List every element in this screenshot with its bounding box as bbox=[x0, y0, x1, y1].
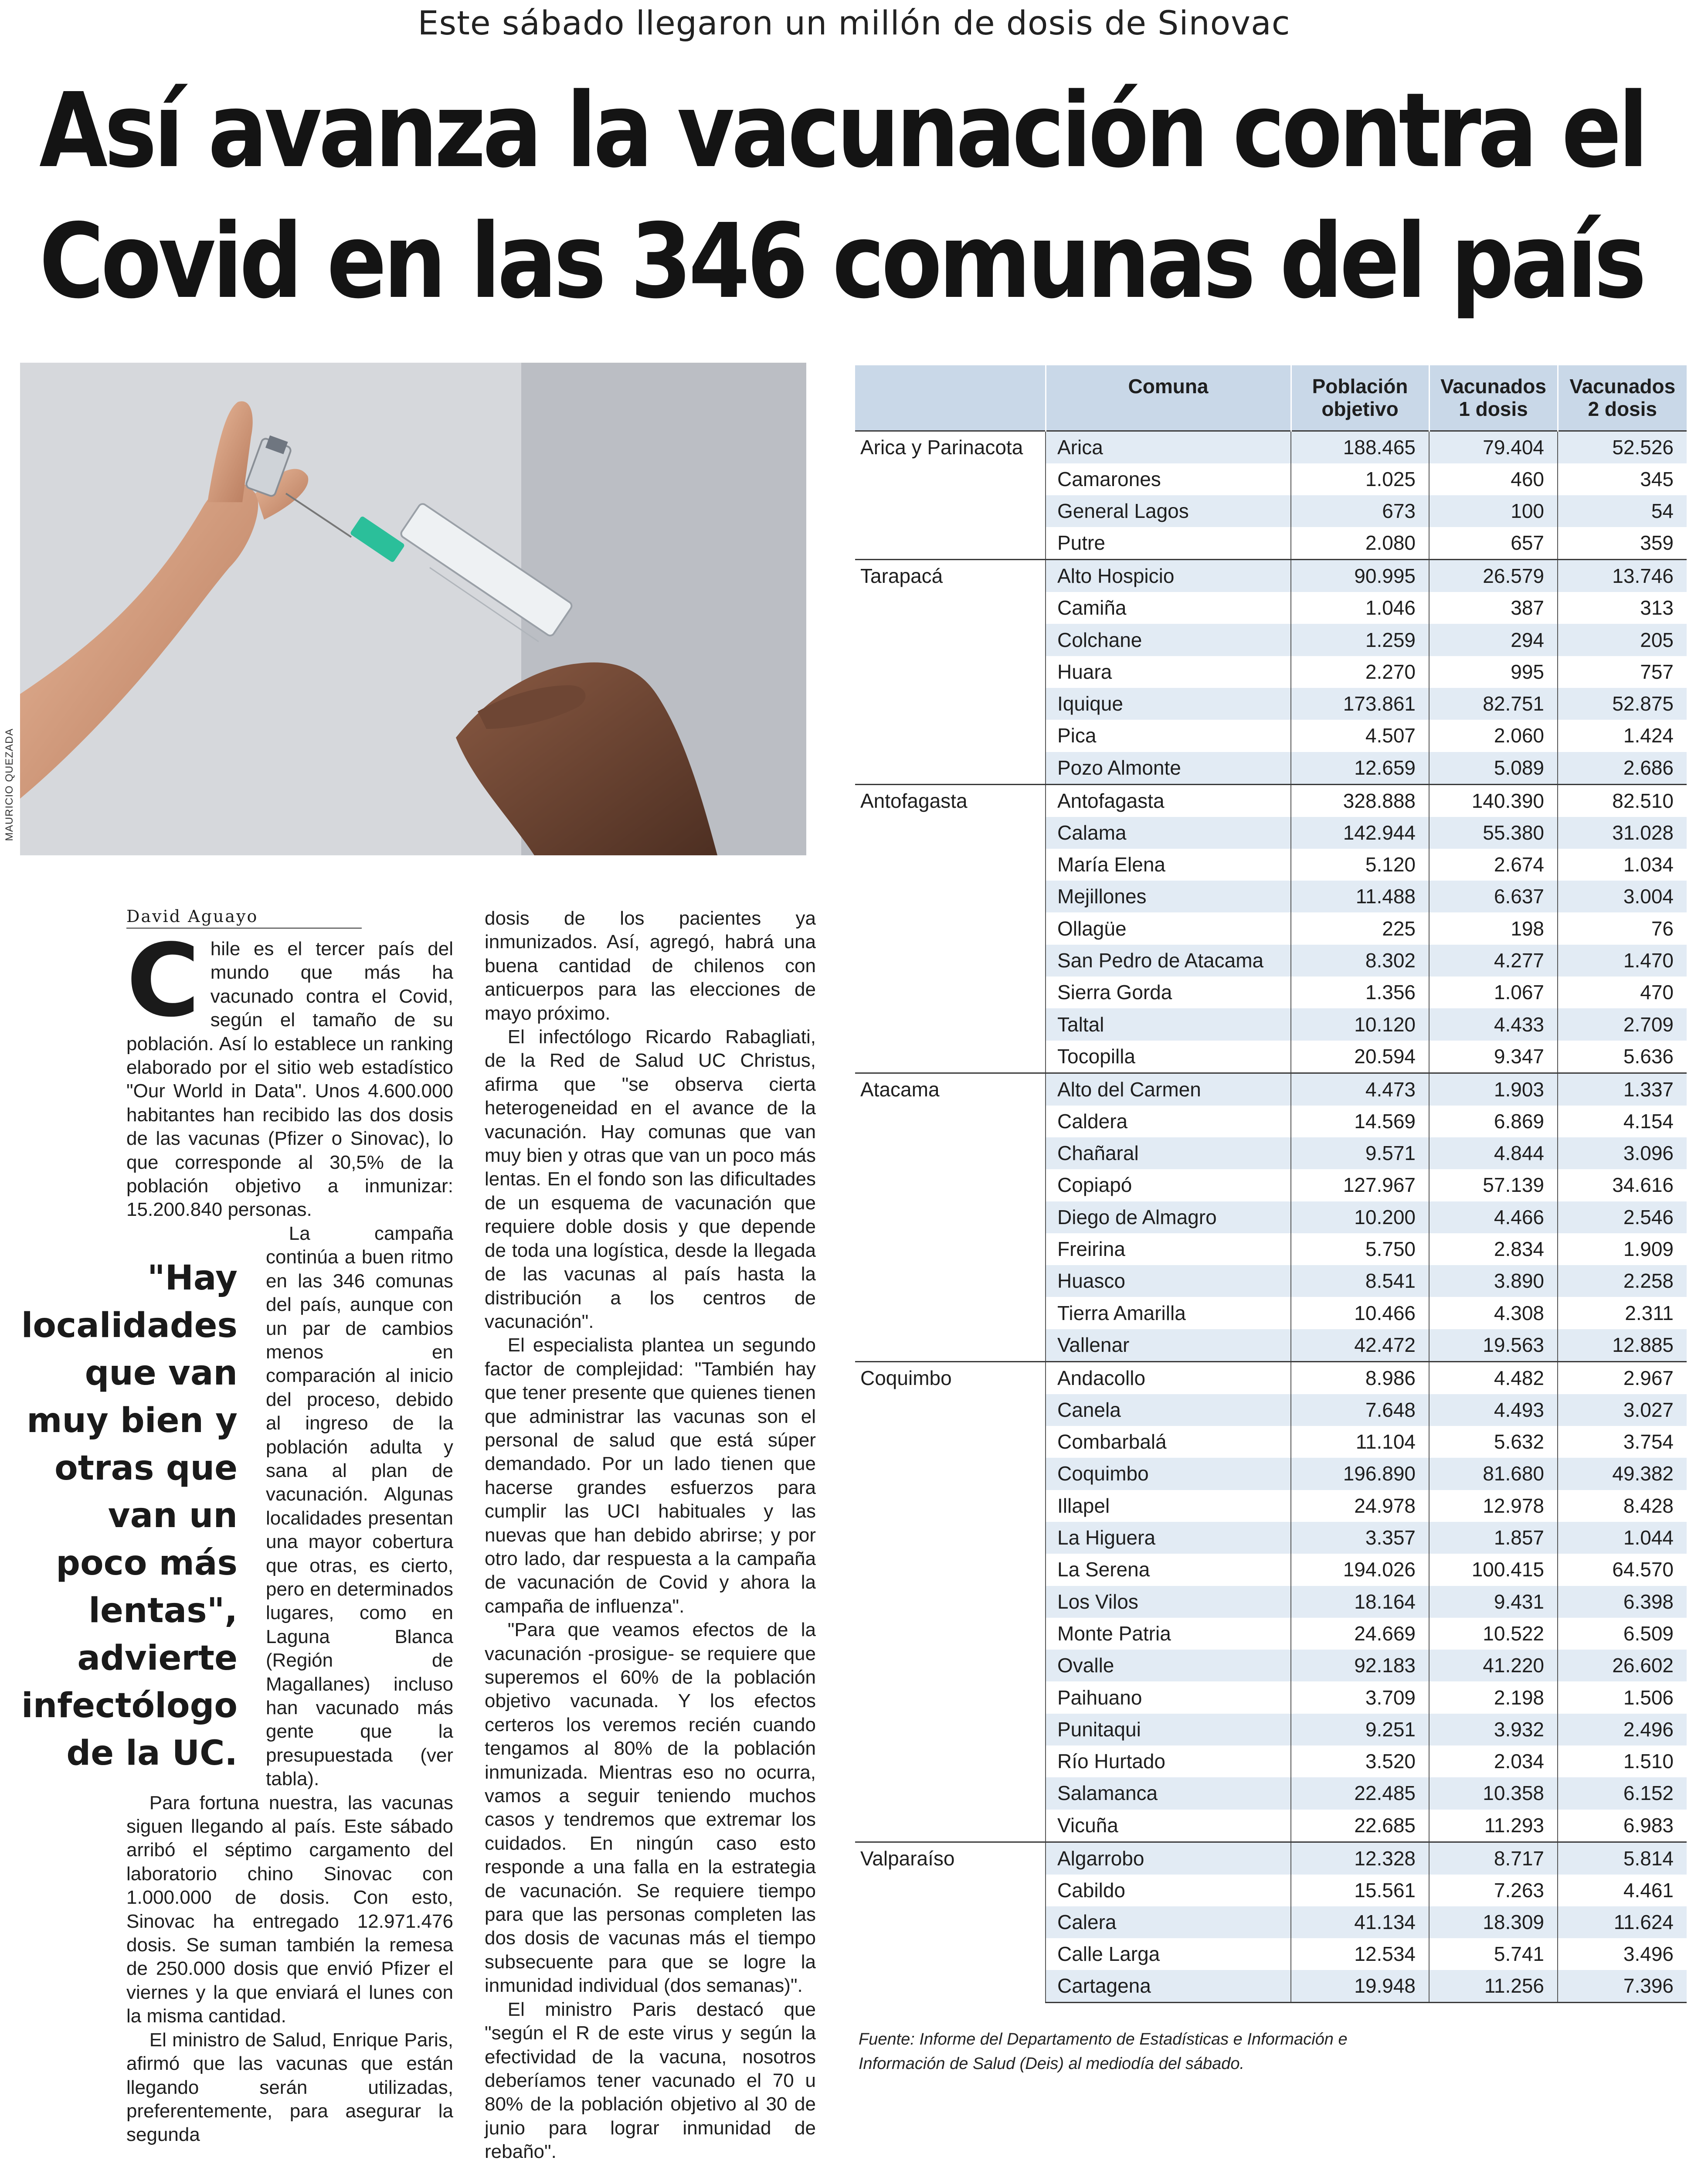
poblacion-cell: 5.750 bbox=[1291, 1233, 1429, 1265]
vacunados-1-cell: 657 bbox=[1429, 527, 1558, 560]
vacunados-1-cell: 79.404 bbox=[1429, 431, 1558, 463]
article-column-2 bbox=[485, 907, 816, 2164]
vacunados-2-cell: 1.470 bbox=[1558, 945, 1687, 977]
dropcap: C bbox=[126, 923, 200, 1039]
table-row bbox=[855, 1073, 1687, 1106]
comuna-cell: Colchane bbox=[1046, 624, 1291, 656]
table-row bbox=[855, 1361, 1687, 1394]
vacunados-2-cell: 205 bbox=[1558, 624, 1687, 656]
table-row bbox=[855, 431, 1687, 463]
vacunados-1-cell: 460 bbox=[1429, 463, 1558, 495]
vacunados-1-cell: 3.890 bbox=[1429, 1265, 1558, 1297]
comuna-cell: Iquique bbox=[1046, 688, 1291, 720]
poblacion-cell: 90.995 bbox=[1291, 560, 1429, 592]
poblacion-cell: 4.507 bbox=[1291, 720, 1429, 752]
poblacion-cell: 1.025 bbox=[1291, 463, 1429, 495]
syringe-hands-illustration bbox=[20, 363, 806, 855]
poblacion-cell: 24.669 bbox=[1291, 1618, 1429, 1650]
vacunados-2-cell: 64.570 bbox=[1558, 1554, 1687, 1586]
vacunados-2-cell: 313 bbox=[1558, 592, 1687, 624]
comuna-cell: Alto del Carmen bbox=[1046, 1073, 1291, 1106]
comuna-cell: San Pedro de Atacama bbox=[1046, 945, 1291, 977]
vacunados-2-cell: 2.258 bbox=[1558, 1265, 1687, 1297]
vacunados-2-cell: 2.311 bbox=[1558, 1297, 1687, 1329]
comuna-cell: Diego de Almagro bbox=[1046, 1201, 1291, 1233]
vacunados-2-cell: 6.398 bbox=[1558, 1586, 1687, 1618]
vacunados-2-cell: 52.526 bbox=[1558, 431, 1687, 463]
vacunados-2-cell: 1.034 bbox=[1558, 849, 1687, 881]
paragraph: El ministro de Salud, Enrique Paris, afirmó que las vacunas que están llegando serán utilizadas, preferentemente, para asegurar la segunda bbox=[126, 2029, 453, 2146]
comuna-cell: Cabildo bbox=[1046, 1875, 1291, 1906]
poblacion-cell: 14.569 bbox=[1291, 1106, 1429, 1137]
vacunados-1-cell: 4.466 bbox=[1429, 1201, 1558, 1233]
byline: David Aguayo bbox=[126, 907, 362, 929]
vacunados-1-cell: 2.034 bbox=[1429, 1745, 1558, 1777]
comuna-cell: Combarbalá bbox=[1046, 1426, 1291, 1458]
vacunados-2-cell: 2.546 bbox=[1558, 1201, 1687, 1233]
vacunados-2-cell: 757 bbox=[1558, 656, 1687, 688]
vaccination-table bbox=[855, 365, 1687, 2003]
poblacion-cell: 127.967 bbox=[1291, 1169, 1429, 1201]
comuna-cell: Pozo Almonte bbox=[1046, 752, 1291, 785]
vacunados-2-cell: 2.496 bbox=[1558, 1714, 1687, 1745]
vacunados-2-cell: 3.027 bbox=[1558, 1394, 1687, 1426]
vacunados-1-cell: 2.674 bbox=[1429, 849, 1558, 881]
vacunados-2-cell: 7.396 bbox=[1558, 1970, 1687, 2003]
vacunados-1-cell: 1.857 bbox=[1429, 1522, 1558, 1554]
poblacion-cell: 15.561 bbox=[1291, 1875, 1429, 1906]
pull-quote: "Hay localidades que van muy bien y otras que van un poco más lentas", advierte infectólogo de la UC. bbox=[21, 1259, 238, 1773]
poblacion-cell: 2.270 bbox=[1291, 656, 1429, 688]
poblacion-cell: 18.164 bbox=[1291, 1586, 1429, 1618]
vacunados-2-cell: 3.096 bbox=[1558, 1137, 1687, 1169]
vacunados-1-cell: 2.060 bbox=[1429, 720, 1558, 752]
region-cell: Tarapacá bbox=[855, 560, 1046, 784]
table-header-row bbox=[855, 365, 1687, 431]
vacunados-1-cell: 82.751 bbox=[1429, 688, 1558, 720]
comuna-cell: Alto Hospicio bbox=[1046, 560, 1291, 592]
vacunados-2-cell: 5.814 bbox=[1558, 1842, 1687, 1875]
poblacion-cell: 41.134 bbox=[1291, 1906, 1429, 1938]
poblacion-cell: 5.120 bbox=[1291, 849, 1429, 881]
comuna-cell: Calama bbox=[1046, 817, 1291, 849]
poblacion-cell: 10.120 bbox=[1291, 1008, 1429, 1040]
vacunados-1-cell: 2.834 bbox=[1429, 1233, 1558, 1265]
region-cell: Antofagasta bbox=[855, 784, 1046, 1073]
poblacion-cell: 10.200 bbox=[1291, 1201, 1429, 1233]
poblacion-cell: 328.888 bbox=[1291, 784, 1429, 817]
vacunados-2-cell: 82.510 bbox=[1558, 784, 1687, 817]
vacunados-2-cell: 345 bbox=[1558, 463, 1687, 495]
headline-line-2: Covid en las 346 comunas del país bbox=[39, 201, 1643, 321]
comuna-cell: María Elena bbox=[1046, 849, 1291, 881]
comuna-cell: Chañaral bbox=[1046, 1137, 1291, 1169]
vacunados-1-cell: 4.844 bbox=[1429, 1137, 1558, 1169]
poblacion-cell: 22.685 bbox=[1291, 1810, 1429, 1842]
vacunados-1-cell: 9.431 bbox=[1429, 1586, 1558, 1618]
poblacion-cell: 92.183 bbox=[1291, 1650, 1429, 1681]
comuna-cell: Mejillones bbox=[1046, 881, 1291, 912]
vacunados-1-cell: 18.309 bbox=[1429, 1906, 1558, 1938]
poblacion-cell: 173.861 bbox=[1291, 688, 1429, 720]
paragraph: El infectólogo Ricardo Rabagliati, de la Red de Salud UC Christus, afirma que "se observa cierta heterogeneidad en el avance de la vacunación. Hay comunas que van muy bien y otras que van un poco más lentas. En el fondo son las dificultades de un esquema de vacunación que requiere doble dosis y que depende de toda una logística, desde la llegada de las vacunas al país hasta la distribución a los centros de vacunación". bbox=[485, 1026, 816, 1332]
poblacion-cell: 24.978 bbox=[1291, 1490, 1429, 1522]
comuna-cell: Calera bbox=[1046, 1906, 1291, 1938]
vacunados-1-cell: 4.277 bbox=[1429, 945, 1558, 977]
table-row bbox=[855, 560, 1687, 592]
vacunados-1-cell: 387 bbox=[1429, 592, 1558, 624]
comuna-cell: Coquimbo bbox=[1046, 1458, 1291, 1490]
comuna-cell: Vicuña bbox=[1046, 1810, 1291, 1842]
poblacion-cell: 1.046 bbox=[1291, 592, 1429, 624]
comuna-cell: Ovalle bbox=[1046, 1650, 1291, 1681]
photo-credit: MAURICIO QUEZADA bbox=[3, 728, 15, 841]
comuna-cell: Copiapó bbox=[1046, 1169, 1291, 1201]
headline bbox=[39, 65, 1645, 327]
poblacion-cell: 11.488 bbox=[1291, 881, 1429, 912]
header-comuna: Comuna bbox=[1046, 365, 1291, 431]
paragraph: El ministro Paris destacó que "según el R de este virus y según la efectividad de la vacuna, nosotros deberíamos tener vacunado el 70 u 80% de la población objetivo al 30 de junio para lograr inmunidad de rebaño". bbox=[485, 1998, 816, 2163]
comuna-cell: Camarones bbox=[1046, 463, 1291, 495]
vacunados-2-cell: 31.028 bbox=[1558, 817, 1687, 849]
vacunados-1-cell: 100.415 bbox=[1429, 1554, 1558, 1586]
vacunados-1-cell: 4.308 bbox=[1429, 1297, 1558, 1329]
poblacion-cell: 8.302 bbox=[1291, 945, 1429, 977]
vacunados-2-cell: 1.909 bbox=[1558, 1233, 1687, 1265]
comuna-cell: Cartagena bbox=[1046, 1970, 1291, 2003]
poblacion-cell: 3.709 bbox=[1291, 1681, 1429, 1713]
region-cell: Arica y Parinacota bbox=[855, 431, 1046, 560]
vacunados-2-cell: 76 bbox=[1558, 912, 1687, 944]
comuna-cell: Ollagüe bbox=[1046, 912, 1291, 944]
poblacion-cell: 12.328 bbox=[1291, 1842, 1429, 1875]
vacunados-1-cell: 5.632 bbox=[1429, 1426, 1558, 1458]
vacunados-1-cell: 12.978 bbox=[1429, 1490, 1558, 1522]
vacunados-2-cell: 3.004 bbox=[1558, 881, 1687, 912]
poblacion-cell: 19.948 bbox=[1291, 1970, 1429, 2003]
vacunados-2-cell: 49.382 bbox=[1558, 1458, 1687, 1490]
comuna-cell: Tierra Amarilla bbox=[1046, 1297, 1291, 1329]
vacunados-2-cell: 3.754 bbox=[1558, 1426, 1687, 1458]
vacunados-2-cell: 6.983 bbox=[1558, 1810, 1687, 1842]
comuna-cell: Paihuano bbox=[1046, 1681, 1291, 1713]
table-row bbox=[855, 1842, 1687, 1875]
comuna-cell: Sierra Gorda bbox=[1046, 977, 1291, 1008]
paragraph: La campaña continúa a buen ritmo en las 346 comunas del país, aunque con un par de cambios menos en comparación al inicio del proceso, debido al ingreso de la población adulta y sana al plan de vacunación. Algunas localidades presentan una mayor cobertura que otras, es cierto, pero en determinados lugares, como en Laguna Blanca (Región de Magallanes) incluso han vacunado más gente que la presupuestada (ver tabla). bbox=[266, 1222, 453, 1790]
vacunados-1-cell: 6.637 bbox=[1429, 881, 1558, 912]
vacunados-2-cell: 54 bbox=[1558, 495, 1687, 527]
vacunados-2-cell: 1.510 bbox=[1558, 1745, 1687, 1777]
vacunados-2-cell: 2.686 bbox=[1558, 752, 1687, 785]
poblacion-cell: 8.541 bbox=[1291, 1265, 1429, 1297]
comuna-cell: Antofagasta bbox=[1046, 784, 1291, 817]
poblacion-cell: 3.520 bbox=[1291, 1745, 1429, 1777]
poblacion-cell: 673 bbox=[1291, 495, 1429, 527]
poblacion-cell: 22.485 bbox=[1291, 1777, 1429, 1809]
poblacion-cell: 196.890 bbox=[1291, 1458, 1429, 1490]
vacunados-1-cell: 100 bbox=[1429, 495, 1558, 527]
vacunados-2-cell: 26.602 bbox=[1558, 1650, 1687, 1681]
poblacion-cell: 1.356 bbox=[1291, 977, 1429, 1008]
kicker: Este sábado llegaron un millón de dosis de Sinovac bbox=[418, 3, 1290, 42]
poblacion-cell: 142.944 bbox=[1291, 817, 1429, 849]
poblacion-cell: 188.465 bbox=[1291, 431, 1429, 463]
poblacion-cell: 4.473 bbox=[1291, 1073, 1429, 1106]
vacunados-1-cell: 11.256 bbox=[1429, 1970, 1558, 2003]
vacunados-2-cell: 11.624 bbox=[1558, 1906, 1687, 1938]
data-table bbox=[855, 365, 1687, 2003]
comuna-cell: Río Hurtado bbox=[1046, 1745, 1291, 1777]
comuna-cell: Punitaqui bbox=[1046, 1714, 1291, 1745]
vacunados-2-cell: 34.616 bbox=[1558, 1169, 1687, 1201]
comuna-cell: Los Vilos bbox=[1046, 1586, 1291, 1618]
vacunados-2-cell: 2.967 bbox=[1558, 1361, 1687, 1394]
vacunados-2-cell: 12.885 bbox=[1558, 1329, 1687, 1362]
comuna-cell: La Serena bbox=[1046, 1554, 1291, 1586]
vacunados-2-cell: 1.424 bbox=[1558, 720, 1687, 752]
vacunados-1-cell: 5.089 bbox=[1429, 752, 1558, 785]
comuna-cell: Canela bbox=[1046, 1394, 1291, 1426]
comuna-cell: Tocopilla bbox=[1046, 1041, 1291, 1073]
vacunados-2-cell: 1.337 bbox=[1558, 1073, 1687, 1106]
vacunados-1-cell: 19.563 bbox=[1429, 1329, 1558, 1362]
comuna-cell: Algarrobo bbox=[1046, 1842, 1291, 1875]
comuna-cell: La Higuera bbox=[1046, 1522, 1291, 1554]
comuna-cell: Illapel bbox=[1046, 1490, 1291, 1522]
vacunados-2-cell: 8.428 bbox=[1558, 1490, 1687, 1522]
poblacion-cell: 12.659 bbox=[1291, 752, 1429, 785]
vacunados-1-cell: 7.263 bbox=[1429, 1875, 1558, 1906]
comuna-cell: Calle Larga bbox=[1046, 1938, 1291, 1970]
poblacion-cell: 7.648 bbox=[1291, 1394, 1429, 1426]
paragraph: Para fortuna nuestra, las vacunas siguen llegando al país. Este sábado arribó el séptimo cargamento del laboratorio chino Sinovac con 1.000.000 de dosis. Con esto, Sinovac ha entregado 12.971.476 dosis. Se suman también la remesa de 250.000 dosis que envió Pfizer el viernes y la que enviará el lunes con la misma cantidad. bbox=[126, 1792, 453, 2027]
poblacion-cell: 1.259 bbox=[1291, 624, 1429, 656]
vacunados-1-cell: 9.347 bbox=[1429, 1041, 1558, 1073]
comuna-cell: Salamanca bbox=[1046, 1777, 1291, 1809]
poblacion-cell: 225 bbox=[1291, 912, 1429, 944]
vacunados-1-cell: 995 bbox=[1429, 656, 1558, 688]
vacunados-1-cell: 3.932 bbox=[1429, 1714, 1558, 1745]
poblacion-cell: 8.986 bbox=[1291, 1361, 1429, 1394]
vacunados-1-cell: 4.493 bbox=[1429, 1394, 1558, 1426]
poblacion-cell: 12.534 bbox=[1291, 1938, 1429, 1970]
poblacion-cell: 194.026 bbox=[1291, 1554, 1429, 1586]
region-cell: Valparaíso bbox=[855, 1842, 1046, 2003]
comuna-cell: Putre bbox=[1046, 527, 1291, 560]
vacunados-1-cell: 1.903 bbox=[1429, 1073, 1558, 1106]
vacunados-1-cell: 26.579 bbox=[1429, 560, 1558, 592]
vacunados-2-cell: 1.044 bbox=[1558, 1522, 1687, 1554]
poblacion-cell: 20.594 bbox=[1291, 1041, 1429, 1073]
vacunados-1-cell: 41.220 bbox=[1429, 1650, 1558, 1681]
vacunados-1-cell: 55.380 bbox=[1429, 817, 1558, 849]
comuna-cell: Huasco bbox=[1046, 1265, 1291, 1297]
table-row bbox=[855, 784, 1687, 817]
vacunados-1-cell: 10.358 bbox=[1429, 1777, 1558, 1809]
vacunados-2-cell: 1.506 bbox=[1558, 1681, 1687, 1713]
vacunados-2-cell: 3.496 bbox=[1558, 1938, 1687, 1970]
comuna-cell: General Lagos bbox=[1046, 495, 1291, 527]
headline-line-1: Así avanza la vacunación contra el bbox=[39, 71, 1645, 191]
region-cell: Atacama bbox=[855, 1073, 1046, 1361]
region-cell: Coquimbo bbox=[855, 1361, 1046, 1842]
vacunados-2-cell: 359 bbox=[1558, 527, 1687, 560]
paragraph: "Para que veamos efectos de la vacunación -prosigue- se requiere que superemos el 60% de la población objetivo vacunada. Y los efectos certeros los veremos recién cuando tengamos al 80% de la población inmunizada. Mientras eso no ocurra, vamos a seguir teniendo muchos casos y tendremos que extremar los cuidados. En ningún caso esto responde a una falla en la estrategia de vacunación. Se requiere tiempo para que las personas completen las dos dosis de vacunas más el tiempo subsecuente para que se logre la inmunidad individual (dos semanas)". bbox=[485, 1619, 816, 1997]
vacunados-1-cell: 81.680 bbox=[1429, 1458, 1558, 1490]
header-poblacion: Población objetivo bbox=[1291, 365, 1429, 431]
comuna-cell: Caldera bbox=[1046, 1106, 1291, 1137]
header-region bbox=[855, 365, 1046, 431]
comuna-cell: Arica bbox=[1046, 431, 1291, 463]
comuna-cell: Freirina bbox=[1046, 1233, 1291, 1265]
vacunados-1-cell: 11.293 bbox=[1429, 1810, 1558, 1842]
poblacion-cell: 42.472 bbox=[1291, 1329, 1429, 1362]
vacunados-1-cell: 8.717 bbox=[1429, 1842, 1558, 1875]
vacunados-2-cell: 4.154 bbox=[1558, 1106, 1687, 1137]
comuna-cell: Pica bbox=[1046, 720, 1291, 752]
vacunados-2-cell: 2.709 bbox=[1558, 1008, 1687, 1040]
comuna-cell: Andacollo bbox=[1046, 1361, 1291, 1394]
vacunados-1-cell: 5.741 bbox=[1429, 1938, 1558, 1970]
vaccine-photo bbox=[20, 363, 806, 855]
poblacion-cell: 10.466 bbox=[1291, 1297, 1429, 1329]
vacunados-1-cell: 2.198 bbox=[1429, 1681, 1558, 1713]
header-vacunados-1: Vacunados 1 dosis bbox=[1429, 365, 1558, 431]
vacunados-2-cell: 13.746 bbox=[1558, 560, 1687, 592]
poblacion-cell: 9.251 bbox=[1291, 1714, 1429, 1745]
table-source-note: Fuente: Informe del Departamento de Estadísticas e Información e Información de Salud (Deis) al mediodía del sábado. bbox=[859, 2030, 1348, 2073]
comuna-cell: Monte Patria bbox=[1046, 1618, 1291, 1650]
comuna-cell: Camiña bbox=[1046, 592, 1291, 624]
vacunados-2-cell: 6.152 bbox=[1558, 1777, 1687, 1809]
poblacion-cell: 2.080 bbox=[1291, 527, 1429, 560]
vacunados-1-cell: 198 bbox=[1429, 912, 1558, 944]
vacunados-1-cell: 10.522 bbox=[1429, 1618, 1558, 1650]
header-vacunados-2: Vacunados 2 dosis bbox=[1558, 365, 1687, 431]
vacunados-2-cell: 470 bbox=[1558, 977, 1687, 1008]
vacunados-1-cell: 4.482 bbox=[1429, 1361, 1558, 1394]
poblacion-cell: 9.571 bbox=[1291, 1137, 1429, 1169]
paragraph: dosis de los pacientes ya inmunizados. Así, agregó, habrá una buena cantidad de chilenos con anticuerpos para las elecciones de mayo próximo. bbox=[485, 908, 816, 1024]
table-body bbox=[855, 431, 1687, 2003]
comuna-cell: Huara bbox=[1046, 656, 1291, 688]
vacunados-2-cell: 5.636 bbox=[1558, 1041, 1687, 1073]
vacunados-2-cell: 6.509 bbox=[1558, 1618, 1687, 1650]
lead-paragraph: Chile es el tercer país del mundo que más ha vacunado contra el Covid, según el tamaño de su población. Así lo establece un ranking elaborado por el sitio web estadístico "Our World in Data". Unos 4.600.000 habitantes han recibido las dos dosis de las vacunas (Pfizer o Sinovac), lo que corresponde al 30,5% de la población objetivo a inmunizar: 15.200.840 personas. bbox=[126, 923, 453, 1221]
vacunados-1-cell: 294 bbox=[1429, 624, 1558, 656]
vacunados-1-cell: 1.067 bbox=[1429, 977, 1558, 1008]
vacunados-1-cell: 4.433 bbox=[1429, 1008, 1558, 1040]
vacunados-1-cell: 140.390 bbox=[1429, 784, 1558, 817]
vacunados-2-cell: 4.461 bbox=[1558, 1875, 1687, 1906]
comuna-cell: Taltal bbox=[1046, 1008, 1291, 1040]
poblacion-cell: 3.357 bbox=[1291, 1522, 1429, 1554]
vacunados-1-cell: 6.869 bbox=[1429, 1106, 1558, 1137]
poblacion-cell: 11.104 bbox=[1291, 1426, 1429, 1458]
comuna-cell: Vallenar bbox=[1046, 1329, 1291, 1362]
vacunados-1-cell: 57.139 bbox=[1429, 1169, 1558, 1201]
vacunados-2-cell: 52.875 bbox=[1558, 688, 1687, 720]
paragraph: El especialista plantea un segundo factor de complejidad: "También hay que tener presente que quienes tienen que administrar las vacunas son el personal de salud que está súper demandado. Por un lado tienen que hacerse grandes esfuerzos para cumplir las UCI habituales y las nuevas que han debido abrirse; y por otro lado, dar respuesta a la campaña de vacunación de Covid y ahora la campaña de influenza". bbox=[485, 1334, 816, 1617]
